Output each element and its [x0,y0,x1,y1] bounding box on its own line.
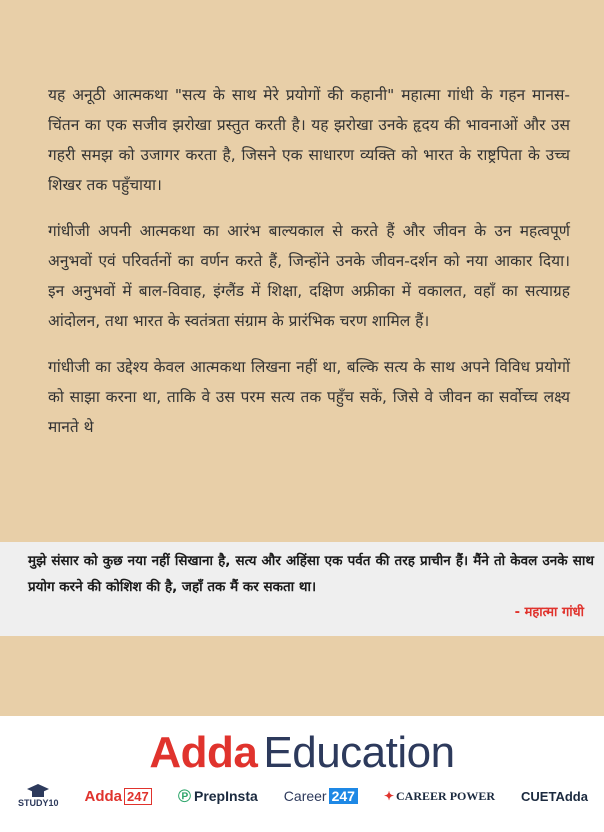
paragraph-content: गांधीजी अपनी आत्मकथा का आरंभ बाल्यकाल से करते हैं और जीवन के उन महत्वपूर्ण अनुभवों एवं परिवर्तनों का वर्णन करते हैं, जिन्होंने उनके जीवन-दर्शन को नया आकार दिया। इन अनुभवों में बाल-विवाह, इंग्लैंड में शिक्षा, दक्षिण अफ्रीका में वकालत, वहाँ का सत्याग्रह आंदोलन, तथा भारत के स्वतंत्रता संग्राम के प्रारंभिक चरण शामिल हैं। [48,222,570,330]
adda-education-logo [0,728,604,778]
quote-text: मुझे संसार को कुछ नया नहीं सिखाना है, सत्य और अहिंसा एक पर्वत की तरह प्राचीन हैं। मैंने तो केवल उनके साथ प्रयोग करने की कोशिश की है, जहाँ तक मैं कर सकता था। [28,553,594,595]
partner-logos [18,776,588,816]
career247-logo [284,788,358,804]
brand-education: Education [263,728,455,777]
cuetadda-name: CUETAdda [521,788,588,804]
adda247-logo [85,788,152,805]
adda247-name: Adda [84,787,123,805]
cuetadda-logo [521,789,588,804]
prepinsta-logo [178,786,258,807]
graduation-cap-icon [27,784,49,798]
description-text [48,80,570,458]
career247-name: Career [283,788,327,804]
adda247-number: 247 [124,788,152,805]
study10-label: STUDY10 [18,798,59,808]
quote-author: - महात्मा गांधी [514,605,584,620]
careerpower-logo [384,789,495,804]
careerpower-icon: ✦ [383,788,395,803]
paragraph-intro: यह अनूठी आत्मकथा "सत्य के साथ मेरे प्रयोगों की कहानी" महात्मा गांधी के गहन मानस-चिंतन का एक सजीव झरोखा प्रस्तुत करती है। यह झरोखा उनके हृदय की भावनाओं और उस गहरी समझ को उजागर करता है, जिसने एक साधारण व्यक्ति को भारत के राष्ट्रपिता के उच्च शिखर तक पहुँचाया। [48,86,570,194]
study10-logo [18,784,59,808]
brand-adda: Adda [149,728,258,777]
career247-number: 247 [329,788,358,804]
prepinsta-name: PrepInsta [193,788,258,804]
careerpower-name: CAREER POWER [396,788,496,803]
paragraph-purpose: गांधीजी का उद्देश्य केवल आत्मकथा लिखना नहीं था, बल्कि सत्य के साथ अपने विविध प्रयोगों को साझा करना था, ताकि वे उस परम सत्य तक पहुँच सकें, जिसे वे जीवन का सर्वोच्च लक्ष्य मानते थे [48,358,570,436]
prepinsta-icon: ℗ [177,785,191,806]
